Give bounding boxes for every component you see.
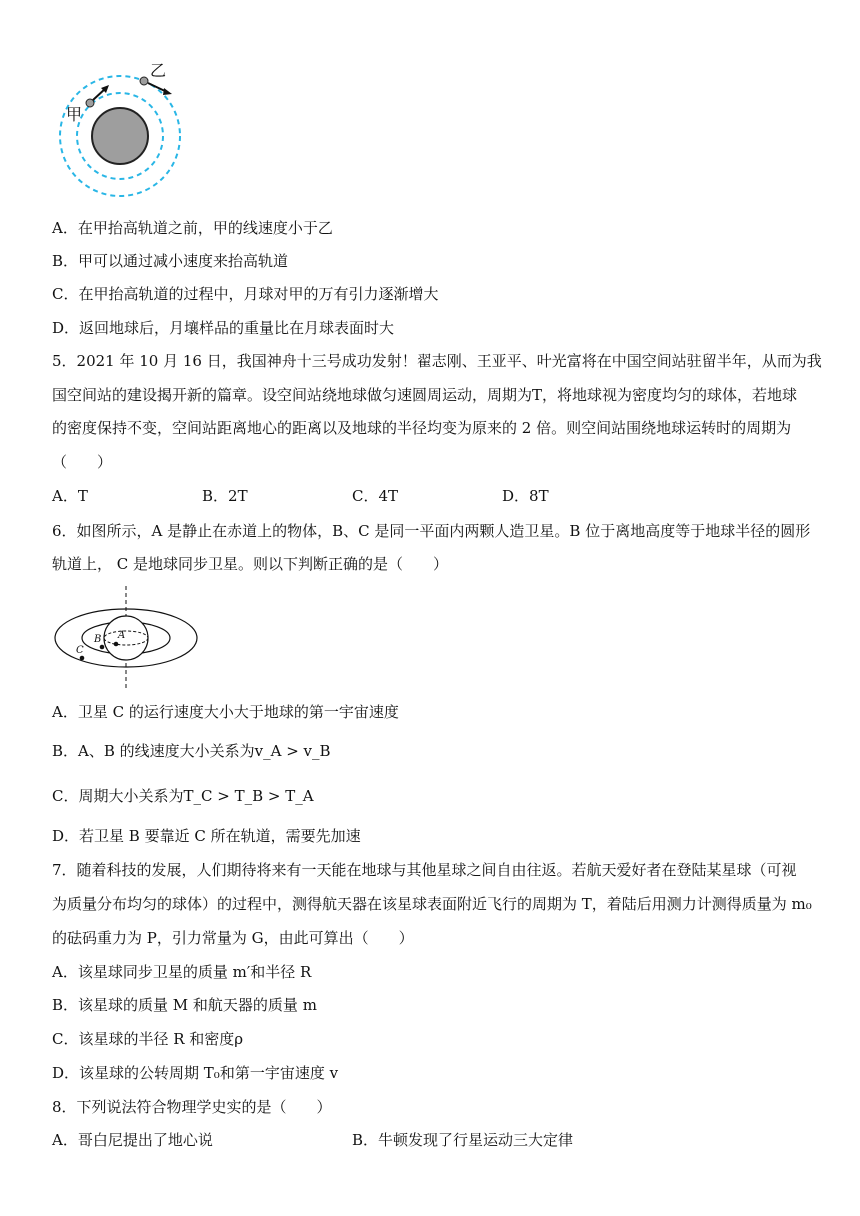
label-b: B	[94, 634, 102, 645]
q5-option-a: A．T	[52, 487, 88, 505]
point-c	[80, 656, 85, 661]
q7-option-a: A．该星球同步卫星的质量 m′和半径 R	[52, 963, 312, 981]
q6-option-d: D．若卫星 B 要靠近 C 所在轨道，需要先加速	[52, 827, 361, 845]
label-jia: 甲	[66, 105, 83, 124]
q5-option-c: C．4T	[352, 487, 399, 505]
q8-option-a: A．哥白尼提出了地心说	[52, 1131, 213, 1149]
point-a	[114, 642, 119, 647]
q4-option-d: D．返回地球后，月壤样品的重量比在月球表面时大	[52, 319, 395, 337]
satellite-jia	[86, 99, 94, 107]
q5-option-d: D．8T	[502, 487, 549, 505]
q7-line-2: 为质量分布均匀的球体）的过程中，测得航天器在该星球表面附近飞行的周期为 T，着陆后用测力计测得质量为 m₀	[52, 895, 812, 913]
point-b	[100, 645, 105, 650]
q6-line-1: 6．如图所示，A 是静止在赤道上的物体，B、C 是同一平面内两颗人造卫星。B 位于离地高度等于地球半径的圆形	[52, 522, 811, 540]
q8-option-b: B．牛顿发现了行星运动三大定律	[352, 1131, 574, 1149]
q5-line-3: 的密度保持不变，空间站距离地心的距离以及地球的半径均变为原来的 2 倍。则空间站围绕地球运转时的周期为	[52, 419, 792, 437]
arrowhead-yi	[163, 88, 172, 95]
q5-line-1: 5．2021 年 10 月 16 日，我国神舟十三号成功发射！翟志刚、王亚平、叶光富将在中国空间站驻留半年，从而为我	[52, 352, 822, 370]
q6-option-a: A．卫星 C 的运行速度大小大于地球的第一宇宙速度	[52, 703, 399, 721]
q7-option-c: C．该星球的半径 R 和密度ρ	[52, 1030, 244, 1048]
q4-option-a: A．在甲抬高轨道之前，甲的线速度小于乙	[52, 219, 333, 237]
earth	[104, 616, 148, 660]
label-a: A	[118, 630, 126, 641]
q7-option-b: B．该星球的质量 M 和航天器的质量 m	[52, 996, 317, 1014]
q5-line-4: （ ）	[52, 453, 113, 471]
moon	[92, 108, 148, 164]
satellite-orbit-figure	[52, 586, 204, 690]
satellite-yi	[140, 77, 148, 85]
q5-option-b: B．2T	[202, 487, 248, 505]
q4-option-b: B．甲可以通过减小速度来抬高轨道	[52, 252, 289, 270]
q6-option-c: C．周期大小关系为T_C > T_B > T_A	[52, 787, 314, 805]
label-c: C	[76, 645, 84, 656]
q7-option-d: D．该星球的公转周期 T₀和第一宇宙速度 v	[52, 1064, 339, 1082]
label-yi: 乙	[150, 61, 167, 80]
q5-line-2: 国空间站的建设揭开新的篇章。设空间站绕地球做匀速圆周运动，周期为T，将地球视为密度均匀的球体，若地球	[52, 386, 798, 404]
q6-option-b: B．A、B 的线速度大小关系为v_A > v_B	[52, 742, 331, 760]
q4-option-c: C．在甲抬高轨道的过程中，月球对甲的万有引力逐渐增大	[52, 285, 439, 303]
q8-line-1: 8．下列说法符合物理学史实的是（ ）	[52, 1098, 332, 1116]
orbit-figure	[54, 54, 194, 200]
q7-line-3: 的砝码重力为 P，引力常量为 G，由此可算出（ ）	[52, 929, 414, 947]
q7-line-1: 7．随着科技的发展，人们期待将来有一天能在地球与其他星球之间自由往返。若航天爱好者在登陆某星球（可视	[52, 861, 797, 879]
q6-line-2: 轨道上， C 是地球同步卫星。则以下判断正确的是（ ）	[52, 555, 449, 573]
